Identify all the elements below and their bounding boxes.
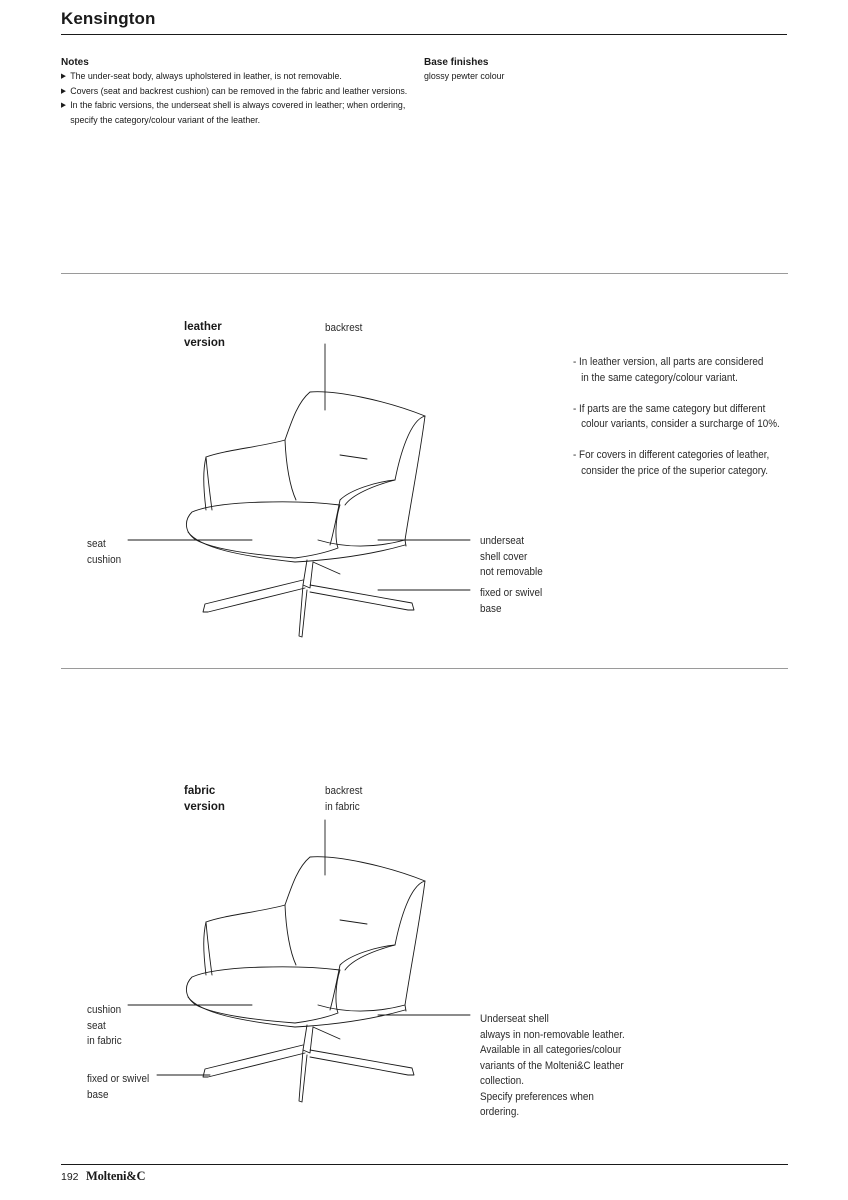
underseat-note-line: Underseat shell xyxy=(480,1013,549,1025)
seat-cushion-outline xyxy=(186,967,340,1023)
pricing-note-line1: - If parts are the same category but different xyxy=(573,402,766,415)
pricing-note-line1: - In leather version, all parts are considered xyxy=(573,356,764,368)
brand-logo: Molteni&C xyxy=(86,1169,146,1183)
footer-rule xyxy=(61,1164,788,1165)
backrest-label: backrest xyxy=(325,322,363,334)
note-item: ▶ The under-seat body, always upholstered in leather, is not removable. xyxy=(61,70,429,85)
base-leg-left xyxy=(203,1045,305,1077)
fabric-title-line2: version xyxy=(184,800,225,813)
pricing-note-line1: - For covers in different categories of leather, xyxy=(573,449,770,461)
note-item: ▶ In the fabric versions, the underseat shell is always covered in leather; when ordering, xyxy=(61,99,429,114)
underseat-note-line: collection. xyxy=(480,1075,525,1087)
fabric-base-line1: fixed or swivel xyxy=(87,1073,150,1085)
note-item: ▶ Covers (seat and backrest cushion) can be removed in the fabric and leather versions. xyxy=(61,85,429,100)
fabric-base-line2: base xyxy=(87,1088,109,1101)
arm-fold xyxy=(345,945,395,970)
backrest-fabric-line1: backrest xyxy=(325,785,363,797)
page-number: 192 xyxy=(61,1171,79,1183)
arm-left xyxy=(206,922,212,975)
base-leg-right xyxy=(310,1050,414,1075)
backrest-outline xyxy=(204,857,425,1011)
chair-lines xyxy=(128,820,470,1102)
arm-right-inner xyxy=(330,881,425,1010)
backrest-fabric-line2: in fabric xyxy=(325,800,360,813)
backrest-inner-line xyxy=(285,905,296,965)
underseat-line3: not removable xyxy=(480,566,543,578)
base-leg-front xyxy=(299,1050,307,1102)
note-item-continuation: specify the category/colour variant of the leather. xyxy=(70,114,261,126)
seat-label-line1: seat xyxy=(87,538,106,550)
underseat-note-line: variants of the Molteni&C leather xyxy=(480,1059,624,1072)
underseat-note-line: always in non-removable leather. xyxy=(480,1028,625,1041)
underseat-line2: shell cover xyxy=(480,550,528,563)
leather-title-line2: version xyxy=(184,336,225,349)
pricing-note-line2: consider the price of the superior category. xyxy=(581,464,769,477)
pricing-note-line2: in the same category/colour variant. xyxy=(581,371,738,384)
underseat-line1: underseat xyxy=(480,535,525,547)
cushion-line1: cushion xyxy=(87,1004,122,1016)
cushion-line2: seat xyxy=(87,1019,106,1032)
underseat-note-line: ordering. xyxy=(480,1106,520,1118)
underseat-note-line: Available in all categories/colour xyxy=(480,1044,622,1056)
pricing-note-line2: colour variants, consider a surcharge of 10%. xyxy=(581,418,780,430)
base-leg-back xyxy=(313,1027,340,1039)
leather-title-line1: leather xyxy=(184,321,222,333)
page-title: Kensington xyxy=(61,9,156,28)
base-finishes-value: glossy pewter colour xyxy=(424,71,505,82)
base-column xyxy=(303,1025,313,1053)
seat-label-line2: cushion xyxy=(87,553,122,566)
base-label-line1: fixed or swivel xyxy=(480,587,543,599)
base-finishes-heading: Base finishes xyxy=(424,57,489,68)
base-label-line2: base xyxy=(480,602,502,615)
cushion-line3: in fabric xyxy=(87,1035,122,1047)
underseat-note-line: Specify preferences when xyxy=(480,1090,594,1103)
backrest-seam xyxy=(340,920,367,924)
notes-heading: Notes xyxy=(61,57,89,68)
fabric-title-line1: fabric xyxy=(184,785,216,797)
